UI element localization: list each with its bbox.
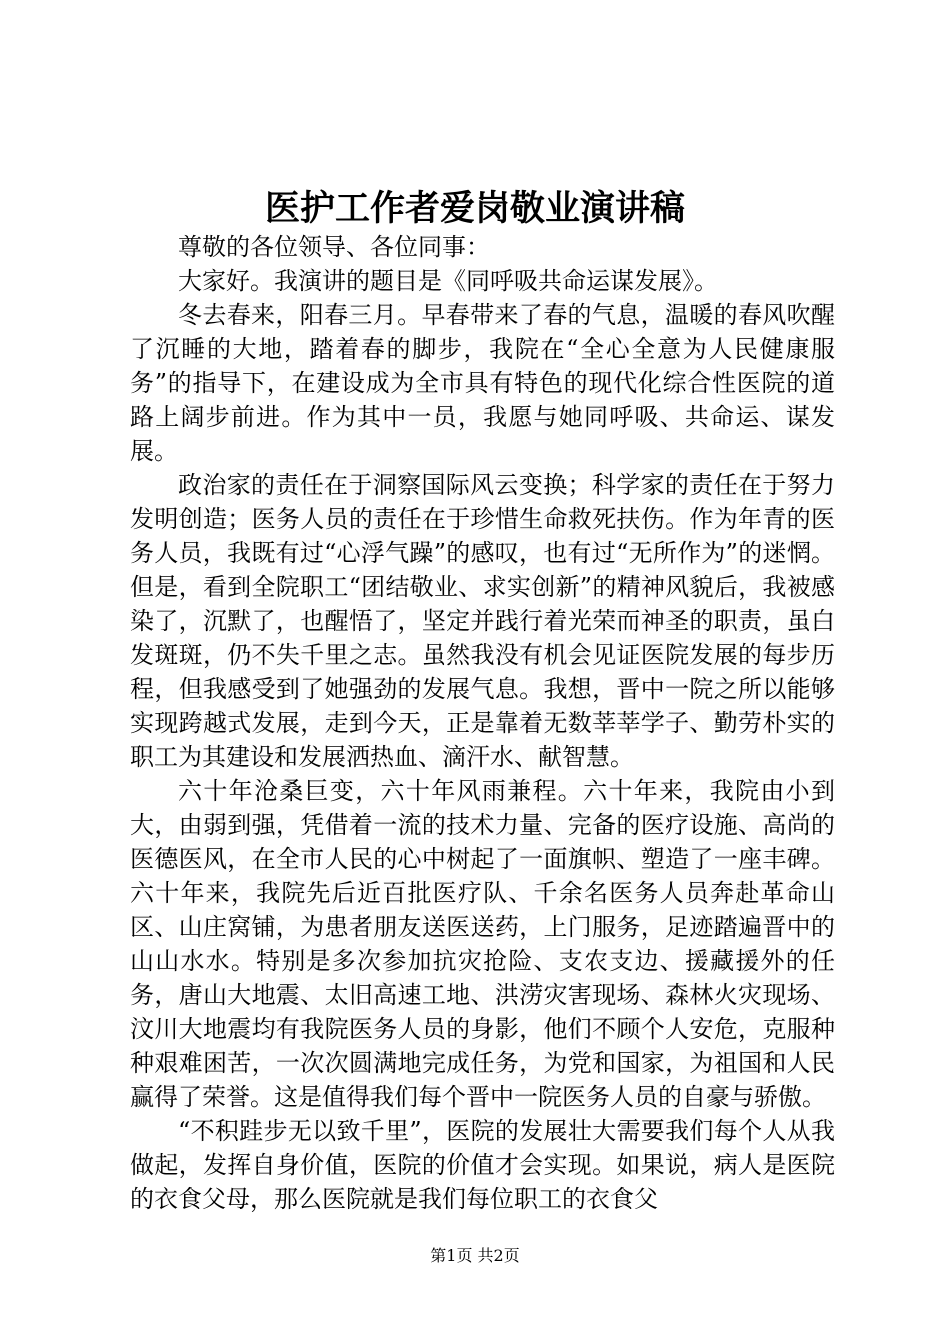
page-number-footer: 第1页 共2页	[430, 1246, 520, 1265]
document-title: 医护工作者爱岗敬业演讲稿	[264, 188, 685, 229]
body-paragraph: 政治家的责任在于洞察国际风云变换；科学家的责任在于努力发明创造；医务人员的责任在于珍惜生命救死扶伤。作为年青的医务人员，我既有过“心浮气躁”的感叹，也有过“无所作为”的迷惘。但是，看到全院职工“团结敬业、求实创新”的精神风貌后，我被感染了，沉默了，也醒悟了，坚定并践行着光荣而神圣的职责，虽白发斑斑，仍不失千里之志。虽然我没有机会见证医院发展的每步历程，但我感受到了她强劲的发展气息。我想，晋中一院之所以能够实现跨越式发展，走到今天，正是靠着无数莘莘学子、勤劳朴实的职工为其建设和发展洒热血、滴汗水、献智慧。	[130, 471, 835, 771]
body-paragraph: 六十年沧桑巨变，六十年风雨兼程。六十年来，我院由小到大，由弱到强，凭借着一流的技术力量、完备的医疗设施、高尚的医德医风，在全市人民的心中树起了一面旗帜、塑造了一座丰碑。六十年来，我院先后近百批医疗队、千余名医务人员奔赴革命山区、山庄窝铺，为患者朋友送医送药，上门服务，足迹踏遍晋中的山山水水。特别是多次参加抗灾抢险、支农支边、援藏援外的任务，唐山大地震、太旧高速工地、洪涝灾害现场、森林火灾现场、汶川大地震均有我院医务人员的身影，他们不顾个人安危，克服种种艰难困苦，一次次圆满地完成任务，为党和国家，为祖国和人民赢得了荣誉。这是值得我们每个晋中一院医务人员的自豪与骄傲。	[130, 777, 835, 1111]
document-body	[130, 230, 835, 1216]
body-paragraph: “不积跬步无以致千里”，医院的发展壮大需要我们每个人从我做起，发挥自身价值，医院的价值才会实现。如果说，病人是医院的衣食父母，那么医院就是我们每位职工的衣食父	[130, 1117, 835, 1213]
salutation-paragraph: 尊敬的各位领导、各位同事：	[178, 233, 490, 261]
greeting-paragraph: 大家好。我演讲的题目是《同呼吸共命运谋发展》。	[178, 267, 718, 295]
body-paragraph: 冬去春来，阳春三月。早春带来了春的气息，温暖的春风吹醒了沉睡的大地，踏着春的脚步，我院在“全心全意为人民健康服务”的指导下，在建设成为全市具有特色的现代化综合性医院的道路上阔步前进。作为其中一员，我愿与她同呼吸、共命运、谋发展。	[130, 301, 835, 465]
